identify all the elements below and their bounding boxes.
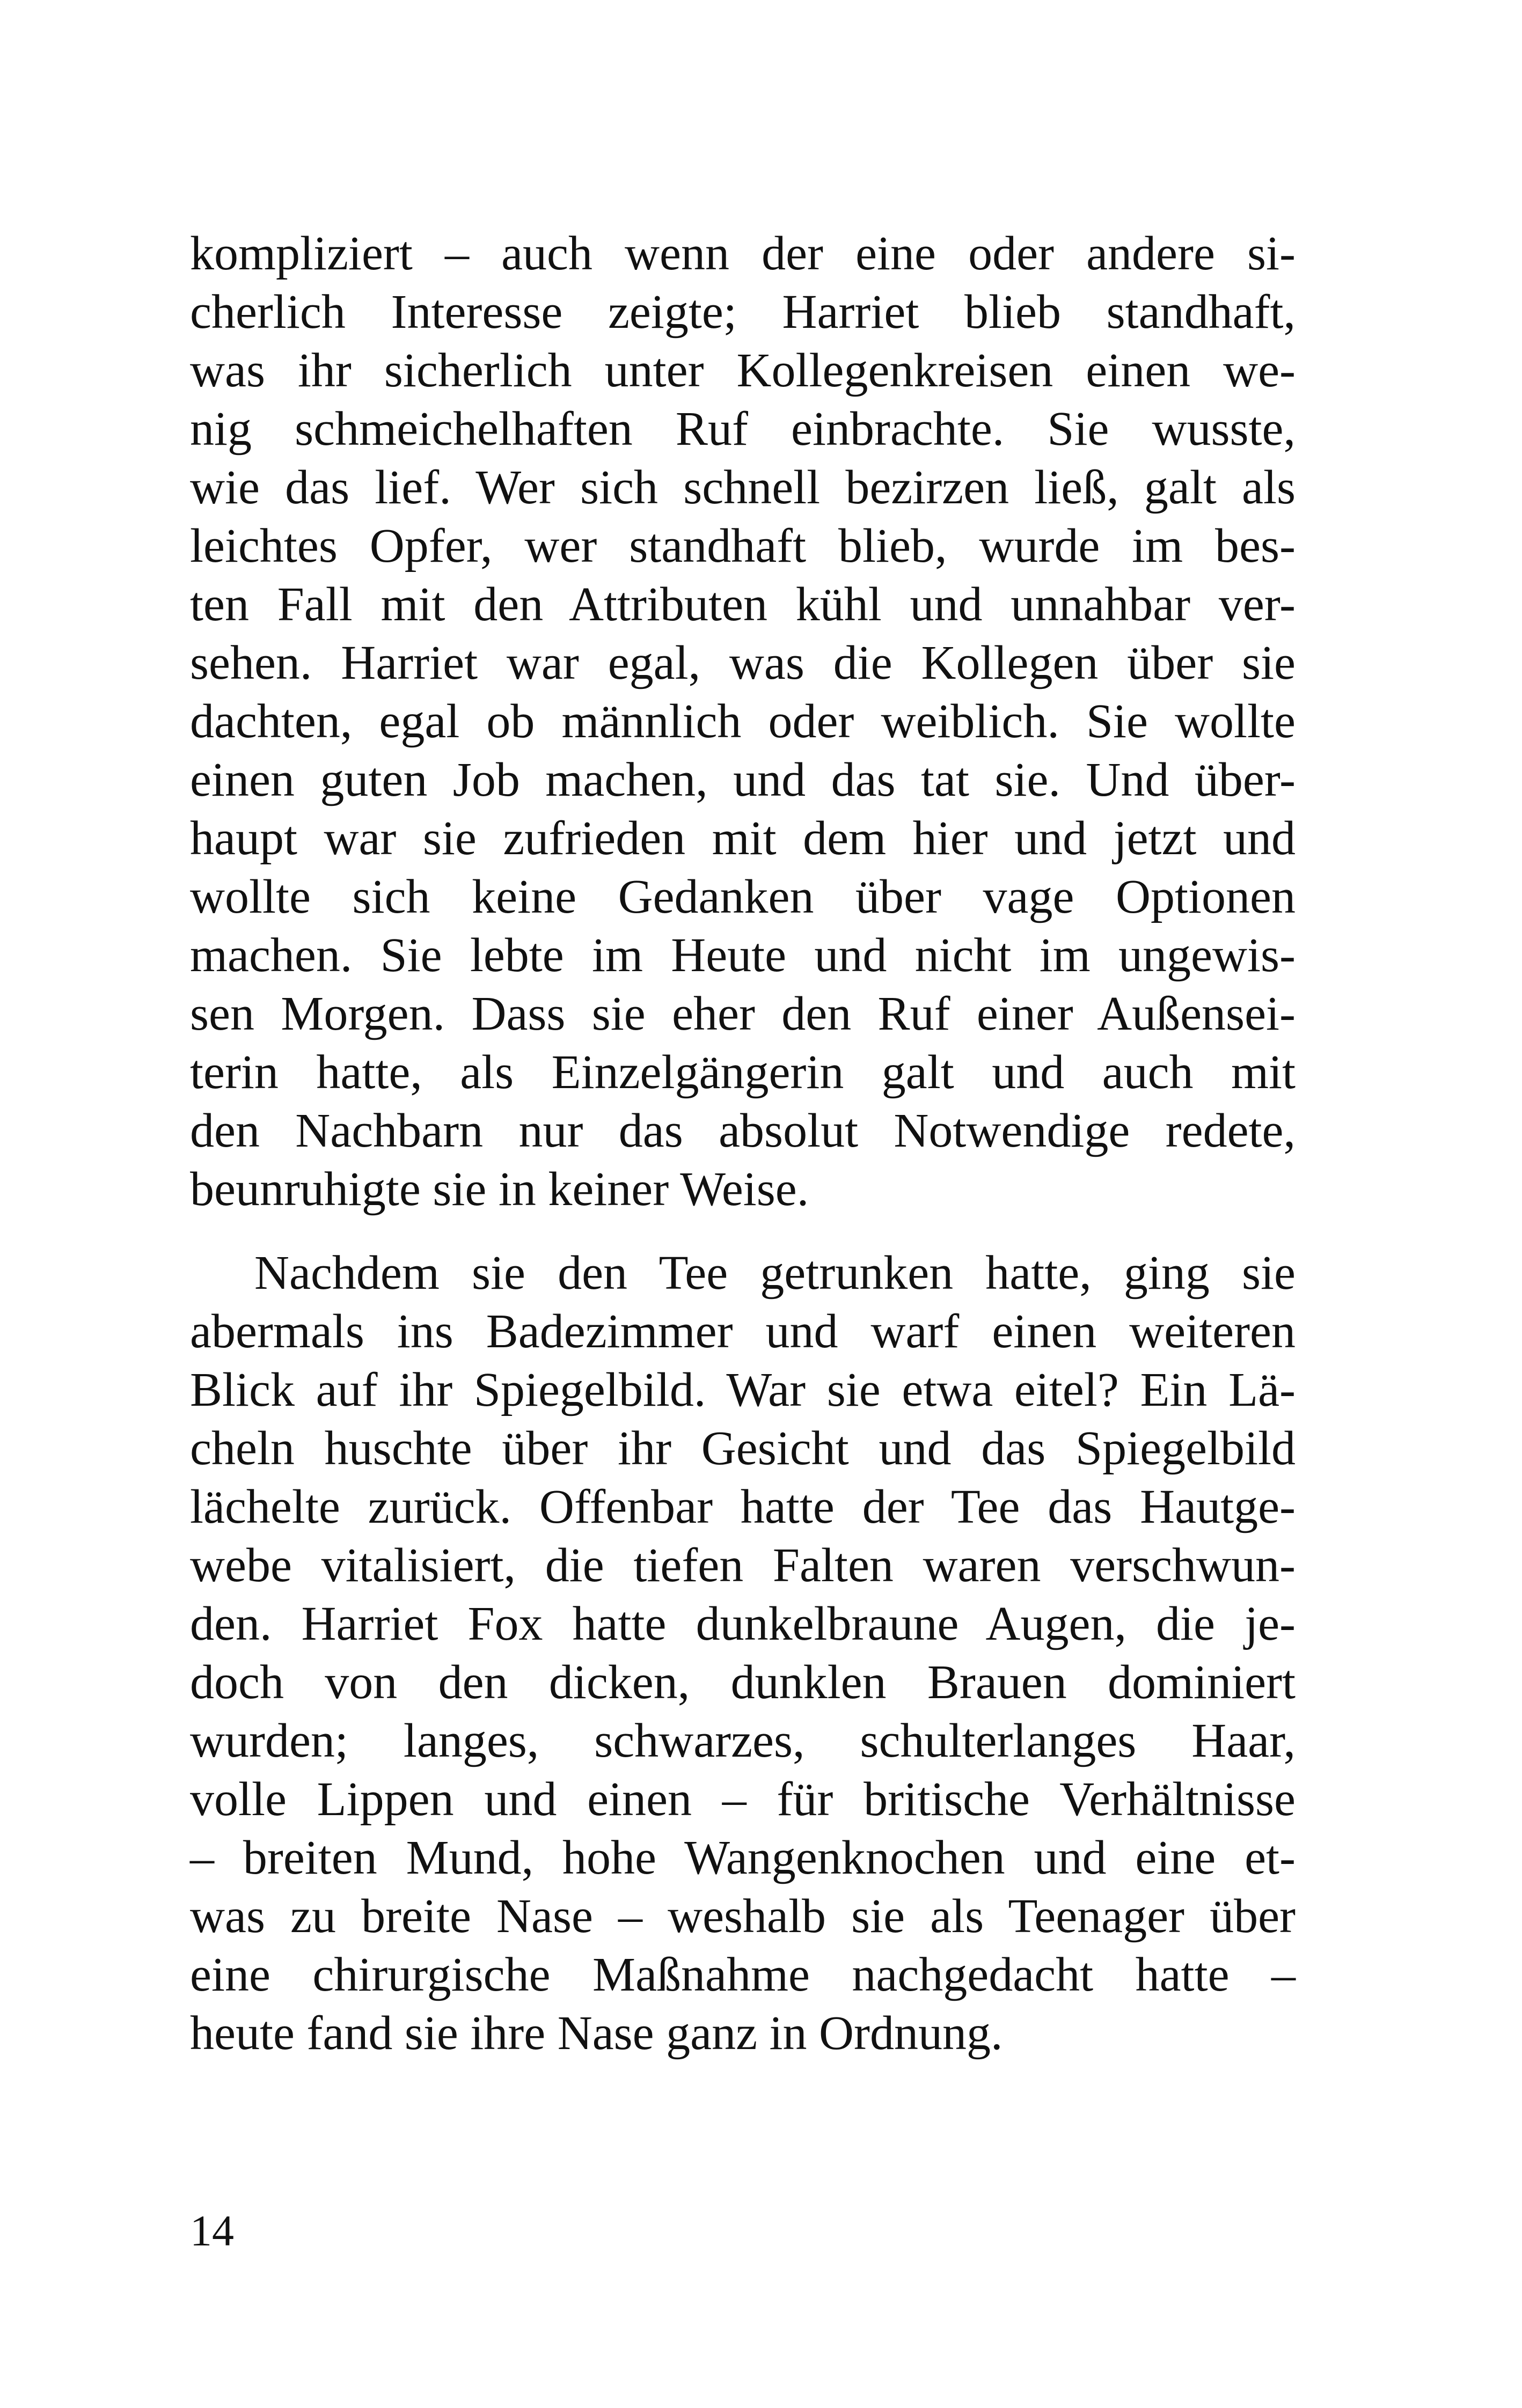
text-line: dachten, egal ob männlich oder weiblich. Sie wollte (190, 695, 1296, 748)
text-line: cherlich Interesse zeigte; Harriet blieb standhaft, (190, 285, 1296, 339)
text-line: einen guten Job machen, und das tat sie. Und über- (190, 753, 1296, 806)
text-line: nig schmeichelhaften Ruf einbrachte. Sie wusste, (190, 402, 1296, 456)
text-line: ten Fall mit den Attributen kühl und unnahbar ver- (190, 578, 1296, 631)
paragraph-2 (190, 1244, 1296, 2062)
text-line: sen Morgen. Dass sie eher den Ruf einer Außensei- (190, 987, 1296, 1040)
text-line: wie das lief. Wer sich schnell bezirzen ließ, galt als (190, 461, 1296, 514)
text-line: leichtes Opfer, wer standhaft blieb, wurde im bes- (190, 519, 1296, 572)
text-line: terin hatte, als Einzelgängerin galt und auch mit (190, 1046, 1296, 1099)
text-line: – breiten Mund, hohe Wangenknochen und eine et- (190, 1831, 1296, 1884)
text-line: abermals ins Badezimmer und warf einen weiteren (190, 1305, 1296, 1358)
text-line: eine chirurgische Maßnahme nachgedacht hatte – (190, 1948, 1296, 2001)
text-line: cheln huschte über ihr Gesicht und das Spiegelbild (190, 1422, 1296, 1475)
text-line: Blick auf ihr Spiegelbild. War sie etwa eitel? Ein Lä- (190, 1363, 1296, 1416)
text-line: lächelte zurück. Offenbar hatte der Tee das Hautge- (190, 1480, 1296, 1533)
text-line: sehen. Harriet war egal, was die Kollegen über sie (190, 636, 1296, 689)
text-line: wurden; langes, schwarzes, schulterlanges Haar, (190, 1714, 1296, 1767)
text-line: den Nachbarn nur das absolut Notwendige redete, (190, 1104, 1296, 1157)
text-line: doch von den dicken, dunklen Brauen dominiert (190, 1656, 1296, 1709)
text-line: volle Lippen und einen – für britische Verhältnisse (190, 1773, 1296, 1826)
text-line: machen. Sie lebte im Heute und nicht im ungewis- (190, 929, 1296, 982)
paragraph-1 (190, 224, 1296, 1218)
page-number: 14 (190, 2206, 234, 2255)
text-line: wollte sich keine Gedanken über vage Optionen (190, 870, 1296, 923)
text-line: kompliziert – auch wenn der eine oder andere si- (190, 227, 1296, 280)
text-line: webe vitalisiert, die tiefen Falten waren verschwun- (190, 1539, 1296, 1592)
text-line: den. Harriet Fox hatte dunkelbraune Augen, die je- (190, 1597, 1296, 1650)
text-line: was ihr sicherlich unter Kollegenkreisen einen we- (190, 344, 1296, 397)
text-line: beunruhigte sie in keiner Weise. (190, 1163, 809, 1216)
text-line: heute fand sie ihre Nase ganz in Ordnung. (190, 2007, 1003, 2060)
text-line: Nachdem sie den Tee getrunken hatte, ging sie (254, 1246, 1296, 1300)
text-line: was zu breite Nase – weshalb sie als Teenager über (190, 1890, 1296, 1943)
text-line: haupt war sie zufrieden mit dem hier und jetzt und (190, 812, 1296, 865)
